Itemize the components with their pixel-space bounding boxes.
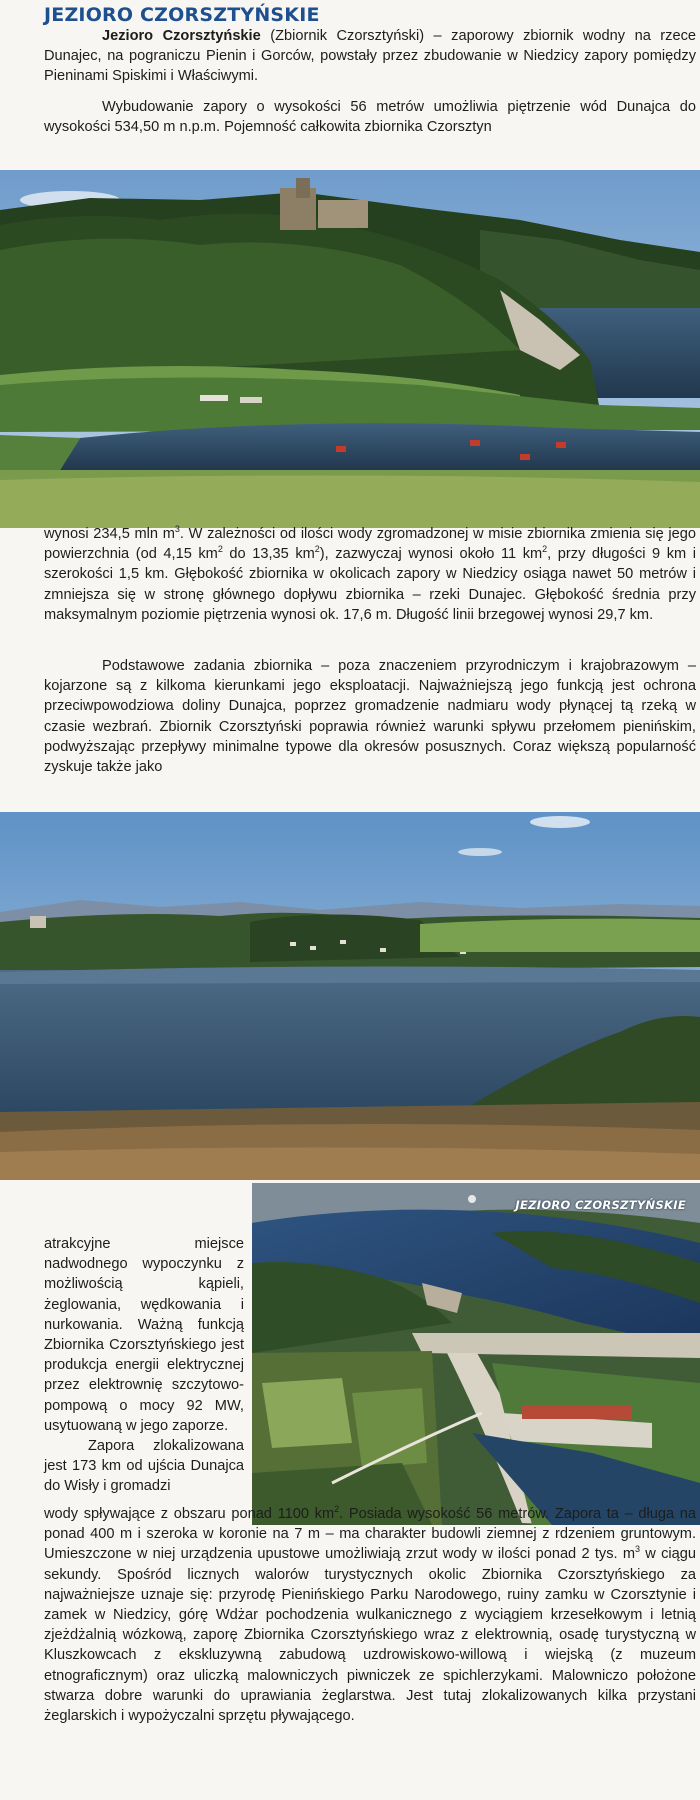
paragraph-recreation: atrakcyjne miejsce nadwodnego wypoczynku z możliwością kąpieli, żeglowania, wędkowania i nurkowania. Ważną funkcją Zbiornika Czorsztyńskiego jest produkcja energii elektrycznej przez elektrownię szczytowo-pompową o mocy 92 MW, usytuowaną w jego zaporze. Zapora zlokalizowana jest 173 km od ujścia Dunajca do Wisły i gromadzi [44,1234,244,1497]
paragraph-capacity: wynosi 234,5 mln $m^3$. W zależności od ilości wody zgromadzonej w misie zbiornika zmienia się jego powierzchnia (od 4,15 $km^2$ do 13,35 $km^2$), zazwyczaj wynosi około 11 $km^2$, przy długości 9 km i szerokości 1,5 km. Głębokość zbiornika w okolicach zapory w Niedzicy osiąga nawet 50 metrów i zmniejsza się w stronę głównego dopływu zbiornika – rzeki Dunajec. Głębokość średnia przy maksymalnym poziomie piętrzenia wynosi ok. 17,6 m. Długość linii brzegowej wynosi 29,7 km. [44,524,696,623]
page-title: JEZIORO CZORSZTYŃSKIE [44,4,320,26]
photo-castle-lake-image [0,170,700,528]
photo-aerial-dam-image [252,1183,700,1525]
intro-text: (Zbiornik Czorsztyński) – zaporowy zbiornik wodny na rzece Dunajec, na pograniczu Pienin i Gorców, powstały przez zbudowanie w Niedzicy zapory pomiędzy Pieninami Spiskimi i Właściwymi. [44,28,696,85]
paragraph-dam-height: Wybudowanie zapory o wysokości 56 metrów umożliwia piętrzenie wód Dunajca do wysokości 534,50 m n.p.m. Pojemność całkowita zbiornika Czorsztyn [44,99,696,136]
dam-location-text: Zapora zlokalizowana jest 173 km od ujścia Dunajca do Wisły i gromadzi [44,1438,244,1495]
lake-name: Jezioro Czorsztyńskie [102,28,261,44]
paragraph-intro [44,26,696,87]
photo-lake-panorama-image [0,812,700,1180]
photo-castle-lake [0,170,700,528]
photo-caption: JEZIORO CZORSZTYŃSKIE [515,1198,686,1212]
paragraph-functions: Podstawowe zadania zbiornika – poza znaczeniem przyrodniczym i krajobrazowym – kojarzone są z kilkoma kierunkami jego eksploatacji. Najważniejszą jego funkcją jest ochrona przeciwpowodziowa doliny Dunajca, poprzez gromadzenie nadmiaru wody płynącej tą rzeką w czasie wezbrań. Zbiornik Czorsztyński poprawia również warunki spływu przełomem pienińskim, podwyższając przepływy minimalne typowe dla okresów posusznych. Coraz większą popularność zyskuje także jako [44,658,696,776]
photo-aerial-dam [252,1183,700,1525]
paragraph-dam-details: wody spływające z obszaru ponad 1100 $km^2$. Posiada wysokość 56 metrów. Zapora ta – długa na ponad 400 m i szeroka w koronie na 7 m – ma charakter budowli ziemnej z rdzeniem gruntowym. Umieszczone w niej urządzenia upustowe umożliwiają zrzut wody w ilości ponad 2 tys. $m^3$ w ciągu sekundy. Spośród licznych walorów turystycznych okolic Zbiornika Czorsztyńskiego za najważniejsze uznaje się: przyrodę Pienińskiego Parku Narodowego, ruiny zamku w Czorsztynie i zamek w Niedzicy, górę Wdżar pochodzenia wulkanicznego z wyciągiem krzesełkowym i letnią zjeżdżalnią wózkową, zaporę Zbiornika Czorsztyńskiego wraz z elektrownią, osadę turystyczną w Kluszkowcach z ekskluzywną zabudową uzdrowiskowo-willową i wiejską (z muzeum etnograficznym) oraz uliczką malowniczych piwniczek ze spichlerzykami. Malowniczo położone stwarza dobre warunki do uprawiania żeglarstwa. Jest tutaj zlokalizowanych kilka przystani żeglarskich i wypożyczalni sprzętu pływającego. [44,1504,697,1725]
photo-lake-panorama [0,812,700,1180]
